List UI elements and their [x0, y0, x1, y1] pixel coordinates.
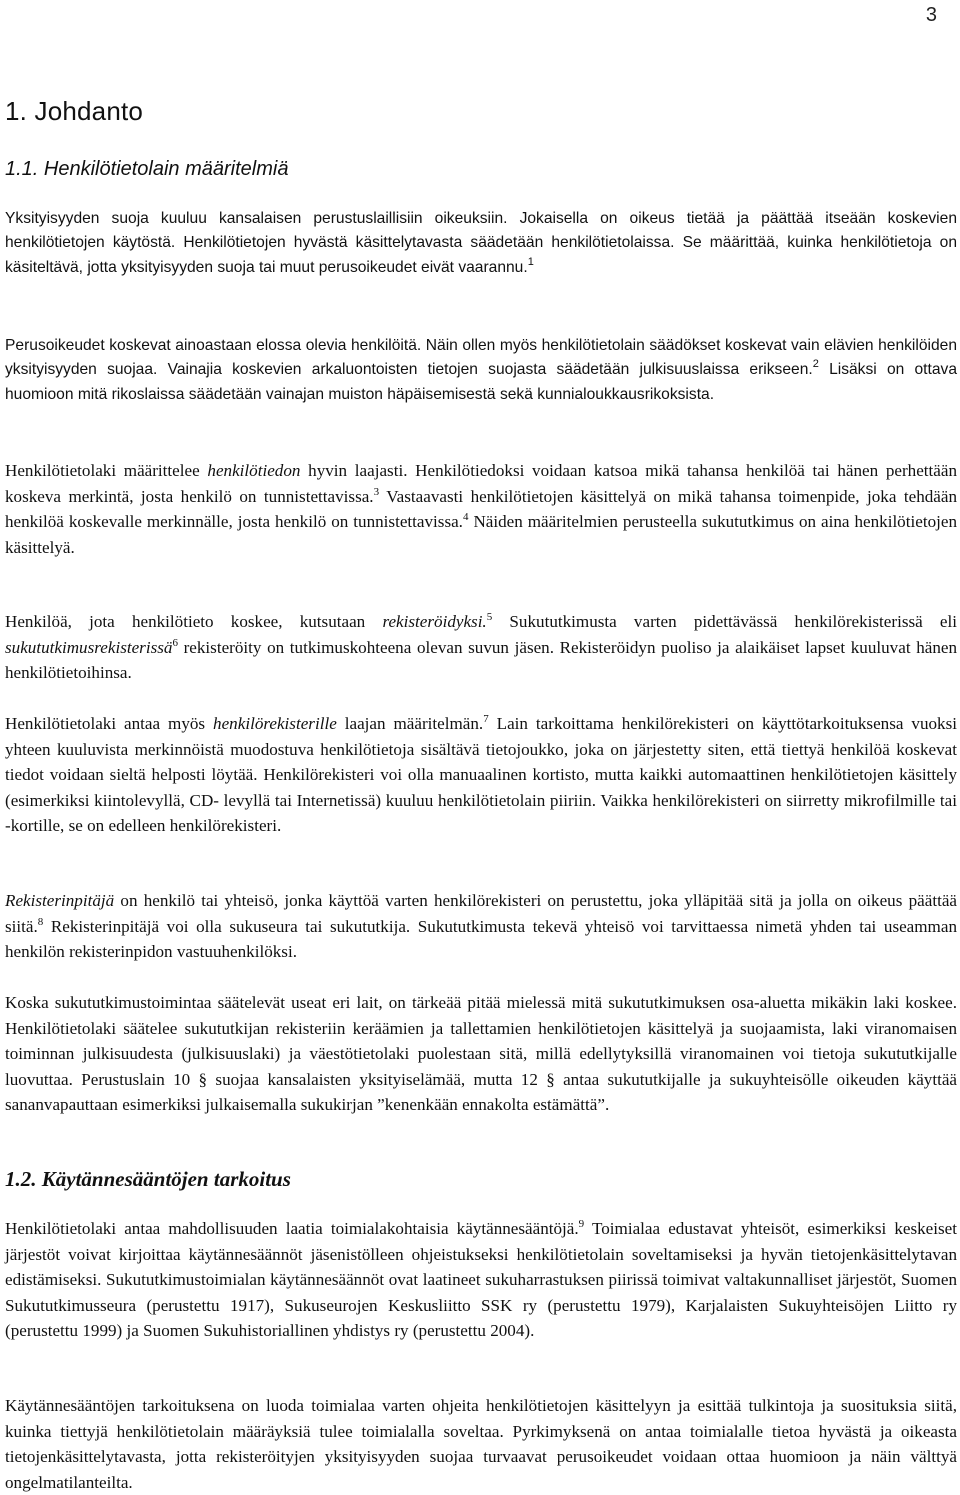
- paragraph-text: Lain tarkoittama henkilörekisteri on käyttötarkoituksensa vuoksi yhteen kuuluvista merkinnöistä muodostuva henkilötietoja sisältävä tietojoukko, joka on järjestetty siten, että tiettyä henkilöä koskevat tiedot voidaan sieltä helposti löytää. Henkilörekisteri voi olla manuaalinen kortisto, mutta kaikki automaattinen henkilötietojen käsittely (esimerkiksi kiintolevyllä, CD- levyllä tai Internetissä) kuuluu henkilötietolain piiriin. Vaikka henkilörekisteri on siirretty mikrofilmille tai -kortille, se on edelleen henkilörekisteri.: [5, 714, 957, 836]
- paragraph-1: [5, 207, 957, 280]
- paragraph-text: Toimialaa edustavat yhteisöt, esimerkiksi keskeiset järjestöt voivat kirjoittaa käytännesäännöt jäsenistölleen ohjeistukseksi henkilötietolain soveltamiseksi ja hyvän tietojenkäsittelytavan edistämiseksi. Sukututkimustoimialan käytännesäännöt ovat laatineet sukuharrastuksen piirissä toimivat valtakunnalliset järjestöt, Suomen Sukututkimusseura (perustettu 1917), Sukuseurojen Keskusliitto SSK ry (perustettu 1979), Karjalaisten Sukuyhteisöjen Liitto ry (perustettu 1999) ja Suomen Sukuhistoriallinen yhdistys ry (perustettu 2004).: [5, 1219, 958, 1341]
- section-heading-1-2: 1.2. Käytännesääntöjen tarkoitus: [5, 1167, 291, 1191]
- paragraph-text: Lisäksi on ottava huomioon mitä rikoslaissa säädetään vainajan muiston häpäisemisestä sekä kunnialoukkausrikoksista.: [5, 361, 957, 403]
- page-number: 3: [925, 4, 937, 26]
- paragraph-3: [5, 458, 957, 560]
- paragraph-text: on henkilö tai yhteisö, jonka käyttöä varten henkilörekisteri on perustettu, joka ylläpitää sitä ja jolla on oikeus päättää siitä.: [5, 891, 957, 936]
- paragraph-text: Henkilöä, jota henkilötieto koskee, kutsutaan: [5, 612, 366, 631]
- emphasis-term: rekisteröidyksi.: [382, 612, 487, 631]
- footnote-ref: 7: [483, 713, 489, 725]
- paragraph-text: laajan määritelmän.: [344, 714, 484, 733]
- paragraph-text: Käytännesääntöjen tarkoituksena on luoda toimialaa varten ohjeita henkilötietojen käsittelyyn ja esittää tulkintoja ja suosituksia siitä, kuinka tiettyjä henkilötietolain määräyksiä tulee toimialalla soveltaa. Pyrkimyksenä on antaa toimialalle tietoa hyvästä ja oikeasta tietojenkäsittelytavasta, jotta rekisteröityjen yksityisyyden suojaa turvaavat perusoikeudet voidaan ottaa huomioon ja näin välttyä ongelmatilanteilta.: [5, 1396, 957, 1492]
- footnote-ref: 2: [812, 358, 819, 371]
- paragraph-4: [5, 609, 957, 686]
- paragraph-text: Koska sukututkimustoimintaa säätelevät useat eri lait, on tärkeää pitää mielessä mitä sukututkimuksen osa-aluetta mikäkin laki koskee. Henkilötietolaki säätelee sukututkijan rekisteriin keräämien ja tallettamien henkilötietojen käsittelyä ja suojaamista, laki viranomaisen toiminnan julkisuudesta (julkisuuslaki) ja väestötietolaki puolestaan sitä, millä edellytyksillä viranomainen voi tietoja sukututkijalle luovuttaa. Perustuslain 10 § suojaa kansalaisten yksityiselämää, mutta 12 § antaa sukututkijalle ja sukuyhteisölle oikeuden käyttää sananvapauttaan esimerkiksi julkaisemalla sukukirjan ”kenenkään ennakolta estämättä”.: [5, 993, 957, 1115]
- paragraph-text: Henkilötietolaki antaa mahdollisuuden laatia toimialakohtaisia käytännesääntöjä.: [5, 1219, 579, 1238]
- emphasis-term: sukututkimusrekisterissä: [5, 637, 173, 657]
- paragraph-text: Vastaavasti henkilötietojen käsittelyä on mikä tahansa toimenpide, joka tehdään henkilöä koskevalle merkinnälle, josta henkilö on tunnistettavissa.: [5, 486, 958, 532]
- paragraph-text: Yksityisyyden suoja kuuluu kansalaisen perustuslaillisiin oikeuksiin. Jokaisella on oikeus tietää ja päättää itseään koskevien henkilötietojen käytöstä. Henkilötietojen hyvästä käsittelytavasta säädetään henkilötietolaissa. Se määrittää, kuinka henkilötietoja on käsiteltävä, jotta yksityisyyden suoja tai muut perusoikeudet eivät vaarannu.: [5, 210, 957, 276]
- footnote-ref: 4: [462, 511, 469, 524]
- paragraph-6: [5, 888, 957, 965]
- footnote-ref: 9: [578, 1218, 585, 1230]
- section-heading-1-1: 1.1. Henkilötietolain määritelmiä: [5, 158, 289, 180]
- footnote-ref: 1: [527, 255, 534, 268]
- paragraph-text: Rekisterinpitäjä voi olla sukuseura tai sukututkija. Sukututkimusta tekevä yhteisö voi tarvittaessa nimetä yhden tai useamman henkilön rekisterinpidon vastuuhenkilöksi.: [5, 916, 957, 962]
- paragraph-text: hyvin laajasti. Henkilötiedoksi voidaan katsoa mikä tahansa henkilöä tai hänen perhettään koskeva merkintä, josta henkilö on tunnistettavissa.: [5, 461, 958, 506]
- paragraph-text: Henkilötietolaki antaa myös: [5, 714, 206, 733]
- footnote-ref: 8: [37, 915, 44, 928]
- paragraph-2: [5, 334, 957, 407]
- paragraph-text: rekisteröity on tutkimuskohteena olevan suvun jäsen. Rekisteröidyn puoliso ja alaikäiset lapset kuuluvat hänen henkilötietoihinsa.: [5, 637, 958, 683]
- paragraph-8: [5, 1216, 957, 1344]
- paragraph-text: Perusoikeudet koskevat ainoastaan elossa olevia henkilöitä. Näin ollen myös henkilötietolain säädökset koskevat vain elävien henkilöiden yksityisyyden suojaa. Vainajia koskevien arkaluontoisten tietojen suojasta säädetään julkisuuslaissa erikseen.: [5, 337, 957, 379]
- emphasis-term: henkilörekisterille: [213, 714, 337, 733]
- footnote-ref: 3: [373, 485, 380, 498]
- emphasis-term: henkilötiedon: [207, 461, 301, 480]
- paragraph-text: Sukututkimusta varten pidettävässä henkilörekisterissä eli: [509, 612, 958, 631]
- paragraph-5: [5, 711, 957, 839]
- footnote-ref: 5: [486, 611, 493, 623]
- paragraph-7: [5, 990, 957, 1118]
- chapter-heading: 1. Johdanto: [5, 96, 144, 126]
- footnote-ref: 6: [172, 636, 178, 649]
- paragraph-text: Näiden määritelmien perusteella sukututkimus on aina henkilötietojen käsittelyä.: [5, 512, 957, 557]
- emphasis-term: Rekisterinpitäjä: [5, 891, 115, 910]
- paragraph-9: [5, 1393, 957, 1495]
- paragraph-text: Henkilötietolaki määrittelee: [5, 461, 200, 480]
